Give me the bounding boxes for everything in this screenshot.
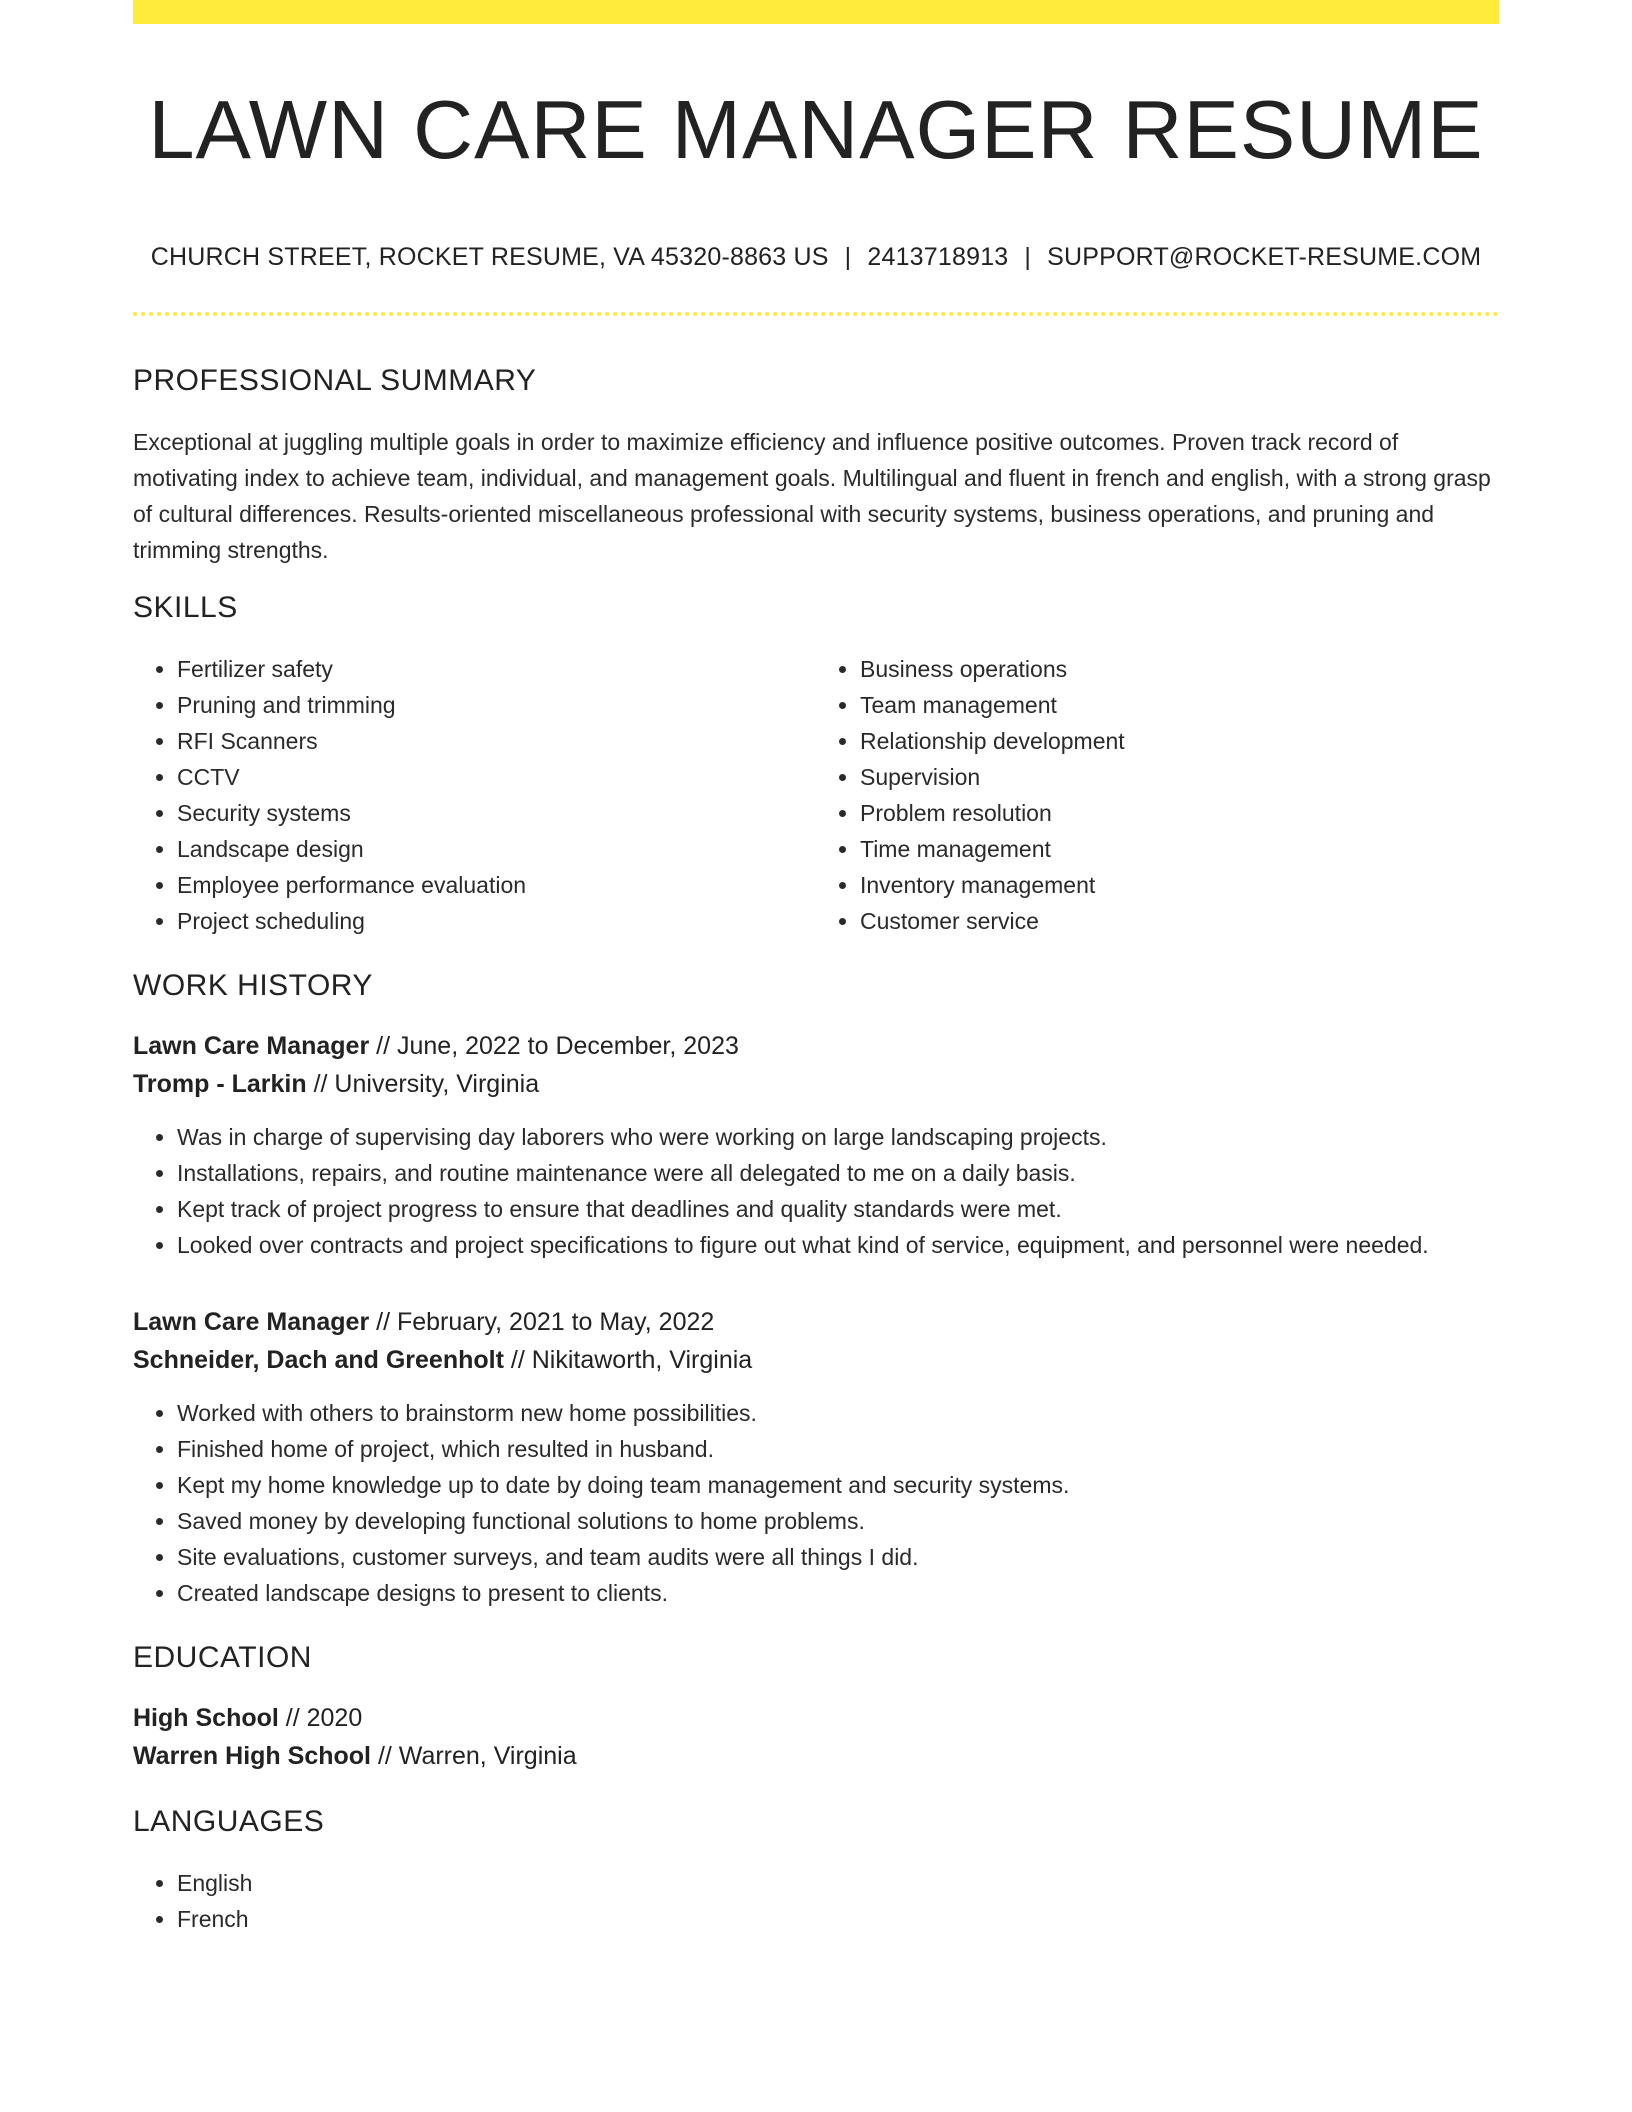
- duty-item: • Saved money by developing functional solutions to home problems.: [177, 1503, 1499, 1539]
- job-company: Schneider, Dach and Greenholt: [133, 1346, 504, 1375]
- skill-item: • Project scheduling: [177, 903, 816, 939]
- skill-item: • Time management: [860, 831, 1499, 867]
- job-duties: [133, 1119, 1499, 1263]
- job-company: Tromp - Larkin: [133, 1070, 307, 1099]
- education-entry: [133, 1699, 1499, 1775]
- duty-item: • Site evaluations, customer surveys, and team audits were all things I did.: [177, 1539, 1499, 1575]
- work-history-heading: WORK HISTORY: [133, 969, 373, 1003]
- skills-heading: SKILLS: [133, 591, 238, 625]
- dotted-divider: [133, 312, 1499, 316]
- education-heading: EDUCATION: [133, 1641, 312, 1675]
- contact-line: [133, 243, 1499, 272]
- job-title-line: [133, 1303, 1499, 1341]
- resume-title: LAWN CARE MANAGER RESUME: [148, 83, 1484, 176]
- skill-item: • RFI Scanners: [177, 723, 816, 759]
- job-dates: // June, 2022 to December, 2023: [376, 1032, 739, 1061]
- job-location: // Nikitaworth, Virginia: [510, 1346, 753, 1375]
- skill-item: • Pruning and trimming: [177, 687, 816, 723]
- education-school-line: [133, 1737, 1499, 1775]
- languages-heading: LANGUAGES: [133, 1805, 325, 1839]
- skill-item: • Team management: [860, 687, 1499, 723]
- job-dates: // February, 2021 to May, 2022: [376, 1308, 715, 1337]
- skill-item: • Fertilizer safety: [177, 651, 816, 687]
- skills-column-right: [816, 651, 1499, 939]
- education-degree: High School: [133, 1704, 279, 1733]
- summary-heading: PROFESSIONAL SUMMARY: [133, 364, 537, 398]
- job-title: Lawn Care Manager: [133, 1032, 370, 1061]
- duty-item: • Created landscape designs to present to clients.: [177, 1575, 1499, 1611]
- skills-list: [133, 651, 1499, 939]
- contact-email[interactable]: SUPPORT@ROCKET-RESUME.COM: [1047, 243, 1482, 272]
- skill-item: • Problem resolution: [860, 795, 1499, 831]
- contact-address: CHURCH STREET, ROCKET RESUME, VA 45320-8863 US: [150, 243, 829, 272]
- duty-item: • Looked over contracts and project specifications to figure out what kind of service, equipment, and personnel were needed.: [177, 1227, 1499, 1263]
- duty-item: • Kept track of project progress to ensure that deadlines and quality standards were met.: [177, 1191, 1499, 1227]
- education-degree-line: [133, 1699, 1499, 1737]
- skill-item: • Customer service: [860, 903, 1499, 939]
- job-title: Lawn Care Manager: [133, 1308, 370, 1337]
- job-entry: [133, 1303, 1499, 1611]
- skill-item: • Employee performance evaluation: [177, 867, 816, 903]
- duty-item: • Was in charge of supervising day laborers who were working on large landscaping projects.: [177, 1119, 1499, 1155]
- job-location: // University, Virginia: [313, 1070, 540, 1099]
- duty-item: • Finished home of project, which resulted in husband.: [177, 1431, 1499, 1467]
- job-duties: [133, 1395, 1499, 1611]
- education-location: // Warren, Virginia: [377, 1742, 577, 1771]
- contact-phone: 2413718913: [867, 243, 1009, 272]
- duty-item: • Worked with others to brainstorm new home possibilities.: [177, 1395, 1499, 1431]
- skill-item: • Inventory management: [860, 867, 1499, 903]
- contact-separator: |: [1024, 243, 1032, 272]
- job-company-line: [133, 1065, 1499, 1103]
- duty-item: • Installations, repairs, and routine maintenance were all delegated to me on a daily basis.: [177, 1155, 1499, 1191]
- languages-list: [133, 1865, 1499, 1937]
- job-title-line: [133, 1027, 1499, 1065]
- job-entry: [133, 1027, 1499, 1263]
- skill-item: • Relationship development: [860, 723, 1499, 759]
- skill-item: • CCTV: [177, 759, 816, 795]
- skill-item: • Supervision: [860, 759, 1499, 795]
- job-company-line: [133, 1341, 1499, 1379]
- skill-item: • Security systems: [177, 795, 816, 831]
- education-school: Warren High School: [133, 1742, 371, 1771]
- skill-item: • Business operations: [860, 651, 1499, 687]
- contact-separator: |: [844, 243, 852, 272]
- education-year: // 2020: [285, 1704, 363, 1733]
- language-item: • French: [177, 1901, 1499, 1937]
- accent-bar: [133, 0, 1499, 24]
- summary-text: Exceptional at juggling multiple goals in order to maximize efficiency and influence positive outcomes. Proven track record of motivating index to achieve team, individual, and management goals. Multilingual and fluent in french and english, with a strong grasp of cultural differences. Results-oriented miscellaneous professional with security systems, business operations, and pruning and trimming strengths.: [133, 429, 1491, 564]
- language-item: • English: [177, 1865, 1499, 1901]
- skill-item: • Landscape design: [177, 831, 816, 867]
- skills-column-left: [133, 651, 816, 939]
- duty-item: • Kept my home knowledge up to date by doing team management and security systems.: [177, 1467, 1499, 1503]
